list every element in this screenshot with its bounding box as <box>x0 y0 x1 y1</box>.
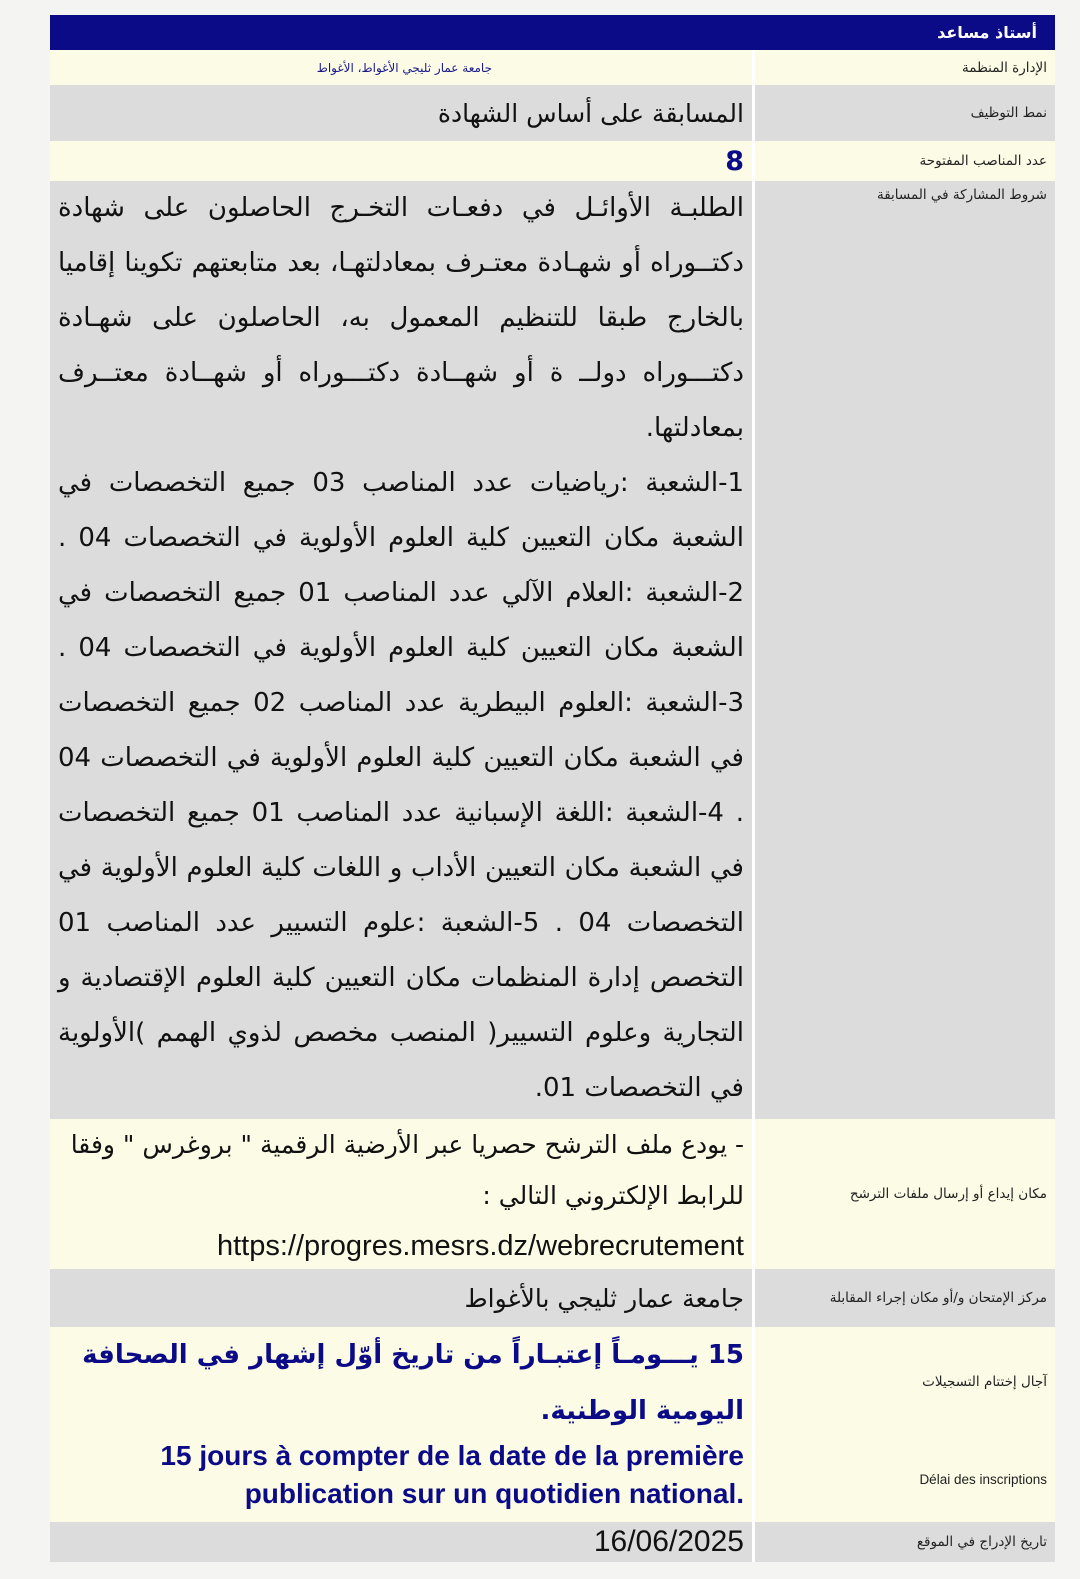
value-organizer: جامعة عمار ثليجي الأغواط، الأغواط <box>50 50 755 85</box>
label-posted-date: تاريخ الإدراج في الموقع <box>916 1534 1047 1550</box>
label-open-positions: عدد المناصب المفتوحة <box>919 153 1047 169</box>
label-recruitment-type: نمط التوظيف <box>970 105 1047 121</box>
job-listing-table <box>50 15 1055 1562</box>
row-deadline-fr <box>50 1437 1055 1522</box>
row-organizer <box>50 50 1055 85</box>
conditions-paragraph-specialties: 1-الشعبة :رياضيات عدد المناصب 03 جميع التخصصات في الشعبة مكان التعيين كلية العلوم الأولوية في التخصصات 04 . 2-الشعبة :العلام الآلي عدد المناصب 01 جميع التخصصات في الشعبة مكان التعيين كلية العلوم الأولوية في التخصصات 04 . 3-الشعبة :العلوم البيطرية عدد المناصب 02 جميع التخصصات في الشعبة مكان التعيين كلية العلوم الأولوية في التخصصات 04 . 4-الشعبة :اللغة الإسبانية عدد المناصب 01 جميع التخصصات في الشعبة مكان التعيين الأداب و اللغات كلية العلوم الأولوية في التخصصات 04 . 5-الشعبة :علوم التسيير عدد المناصب 01 التخصص إدارة المنظمات مكان التعيين كلية العلوم الإقتصادية و التجارية وعلوم التسيير( المنصب مخصص لذوي الهمم )الأولوية في التخصصات 01. <box>58 468 745 1103</box>
row-deposit <box>50 1119 1055 1269</box>
conditions-paragraph-general: الطلبـة الأوائـل في دفعـات التخـرج الحاصلون على شهادة دكتــوراه أو شهـادة معتـرف بمعادلتهـا، بعد متابعتهم تكوينا إقاميا بالخارج طبقا للتنظيم المعمول به، الحاصلون على شهـادة دكتـــوراه دولــ ة أو شهــادة دكتـــوراه أو شهــادة معتــرف بمعادلتها. <box>58 193 744 443</box>
value-open-positions: 8 <box>50 141 755 181</box>
table-header <box>50 15 1055 50</box>
value-exam-center: جامعة عمار ثليجي بالأغواط <box>50 1269 755 1327</box>
value-deadline-fr: 15 jours à compter de la date de la première publication sur un quotidien national. <box>50 1437 755 1522</box>
deposit-link[interactable]: https://progres.mesrs.dz/webrecrutement <box>216 1230 744 1262</box>
row-open-positions <box>50 141 1055 181</box>
label-conditions: شروط المشاركة في المسابقة <box>876 187 1047 203</box>
row-exam-center <box>50 1269 1055 1327</box>
label-exam-center: مركز الإمتحان و/أو مكان إجراء المقابلة <box>829 1290 1047 1306</box>
value-deadline-ar: 15 يـــومـاً إعتبـاراً من تاريخ أوّل إشهار في الصحافة اليومية الوطنية. <box>50 1327 755 1437</box>
row-deadline-ar <box>50 1327 1055 1437</box>
job-title: أستاذ مساعد <box>937 23 1037 42</box>
value-deposit <box>50 1119 755 1269</box>
label-deadline-fr: Délai des inscriptions <box>919 1472 1047 1487</box>
value-posted-date: 16/06/2025 <box>50 1522 755 1562</box>
row-posted-date <box>50 1522 1055 1562</box>
deposit-text: - يودع ملف الترشح حصريا عبر الأرضية الرقمية " بروغرس " وفقا للرابط الإلكتروني التالي : <box>70 1130 744 1210</box>
value-conditions <box>50 181 755 1119</box>
row-recruitment-type <box>50 85 1055 141</box>
row-conditions <box>50 181 1055 1119</box>
value-recruitment-type: المسابقة على أساس الشهادة <box>50 85 755 141</box>
label-deposit: مكان إيداع أو إرسال ملفات الترشح <box>849 1186 1047 1202</box>
label-organizer: الإدارة المنظمة <box>962 59 1047 76</box>
label-deadline-ar: آجال إختتام التسجيلات <box>922 1374 1047 1390</box>
